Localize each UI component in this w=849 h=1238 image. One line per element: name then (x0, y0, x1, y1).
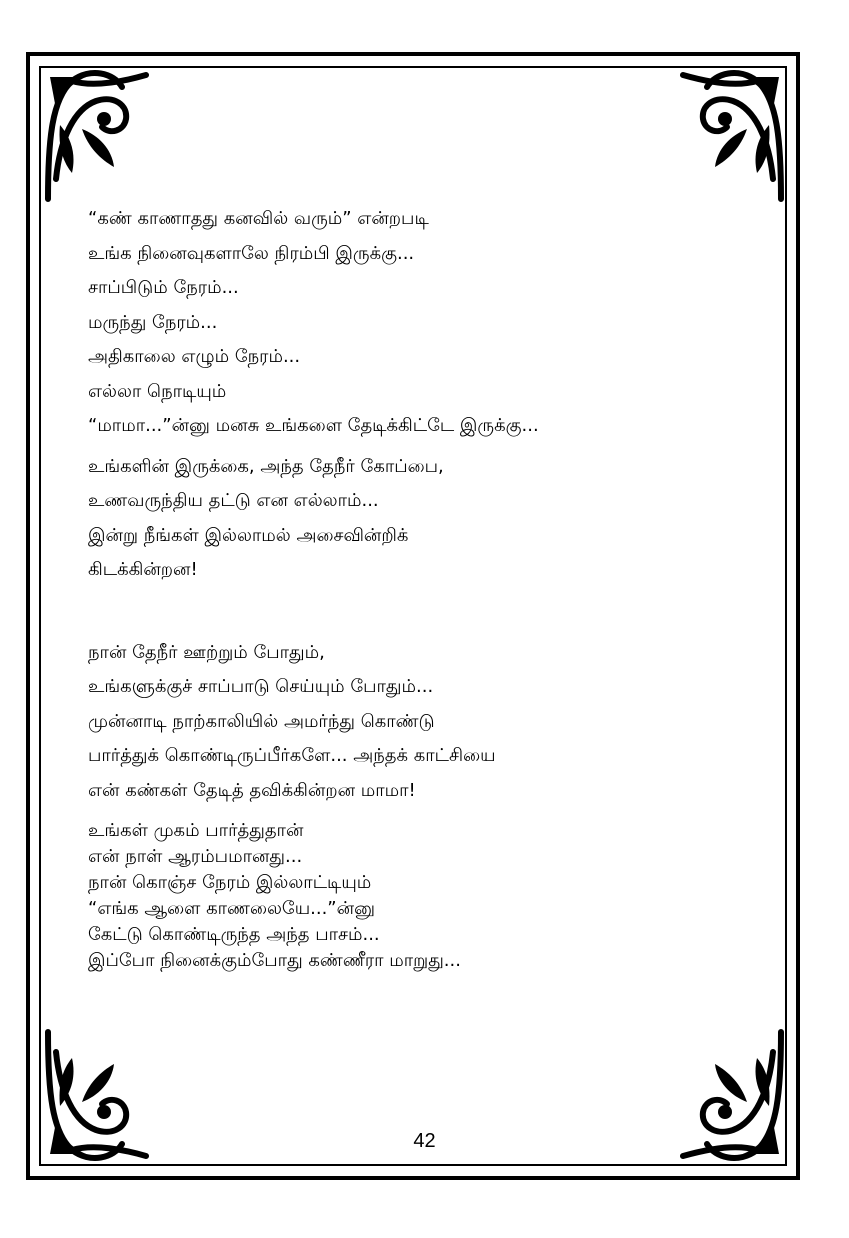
stanza-4 (88, 818, 728, 974)
poem-line: கேட்டு கொண்டிருந்த அந்த பாசம்... (88, 924, 380, 945)
poem-line: என் நாள் ஆரம்பமானது... (88, 846, 303, 867)
poem-line: இன்று நீங்கள் இல்லாமல் அசைவின்றிக் (88, 524, 409, 546)
stanza-2 (88, 450, 728, 588)
poem-line: சாப்பிடும் நேரம்... (88, 277, 239, 298)
stanza-1 (88, 202, 728, 444)
page-number: 42 (413, 1130, 436, 1152)
poem-line: “மாமா...”ன்னு மனசு உங்களை தேடிக்கிட்டே இருக்கு... (88, 415, 539, 436)
poem-line: “எங்க ஆளை காணலையே...”ன்னு (88, 898, 375, 919)
poem-line: முன்னாடி நாற்காலியில் அமர்ந்து கொண்டு (88, 710, 435, 732)
poem-line: உணவருந்திய தட்டு என எல்லாம்... (88, 490, 379, 511)
poem-line: உங்களின் இருக்கை, அந்த தேநீர் கோப்பை, (88, 455, 444, 477)
poem-line: உங்களுக்குச் சாப்பாடு செய்யும் போதும்... (88, 676, 434, 697)
poem-line: என் கண்கள் தேடித் தவிக்கின்றன மாமா! (88, 779, 416, 801)
poem-line: நான் கொஞ்ச நேரம் இல்லாட்டியும் (88, 872, 372, 893)
stanza-3 (88, 636, 728, 809)
poem-line: உங்கள் முகம் பார்த்துதான் (88, 820, 304, 841)
poem-line: இப்போ நினைக்கும்போது கண்ணீரா மாறுது... (88, 950, 461, 971)
poem-body (88, 202, 728, 974)
poem-line: கிடக்கின்றன! (88, 559, 198, 580)
poem-line: “கண் காணாதது கனவில் வரும்” என்றபடி (88, 208, 429, 229)
poem-line: அதிகாலை எழும் நேரம்... (88, 346, 301, 367)
poem-line: மருந்து நேரம்... (88, 311, 218, 333)
poem-line: பார்த்துக் கொண்டிருப்பீர்களே... அந்தக் காட்சியை (88, 745, 496, 766)
corner-ornament-icon (677, 69, 787, 209)
poem-line: உங்க நினைவுகளாலே நிரம்பி இருக்கு... (88, 242, 415, 264)
poem-line: நான் தேநீர் ஊற்றும் போதும், (88, 641, 325, 663)
poem-line: எல்லா நொடியும் (88, 380, 227, 402)
corner-ornament-icon (42, 69, 152, 209)
